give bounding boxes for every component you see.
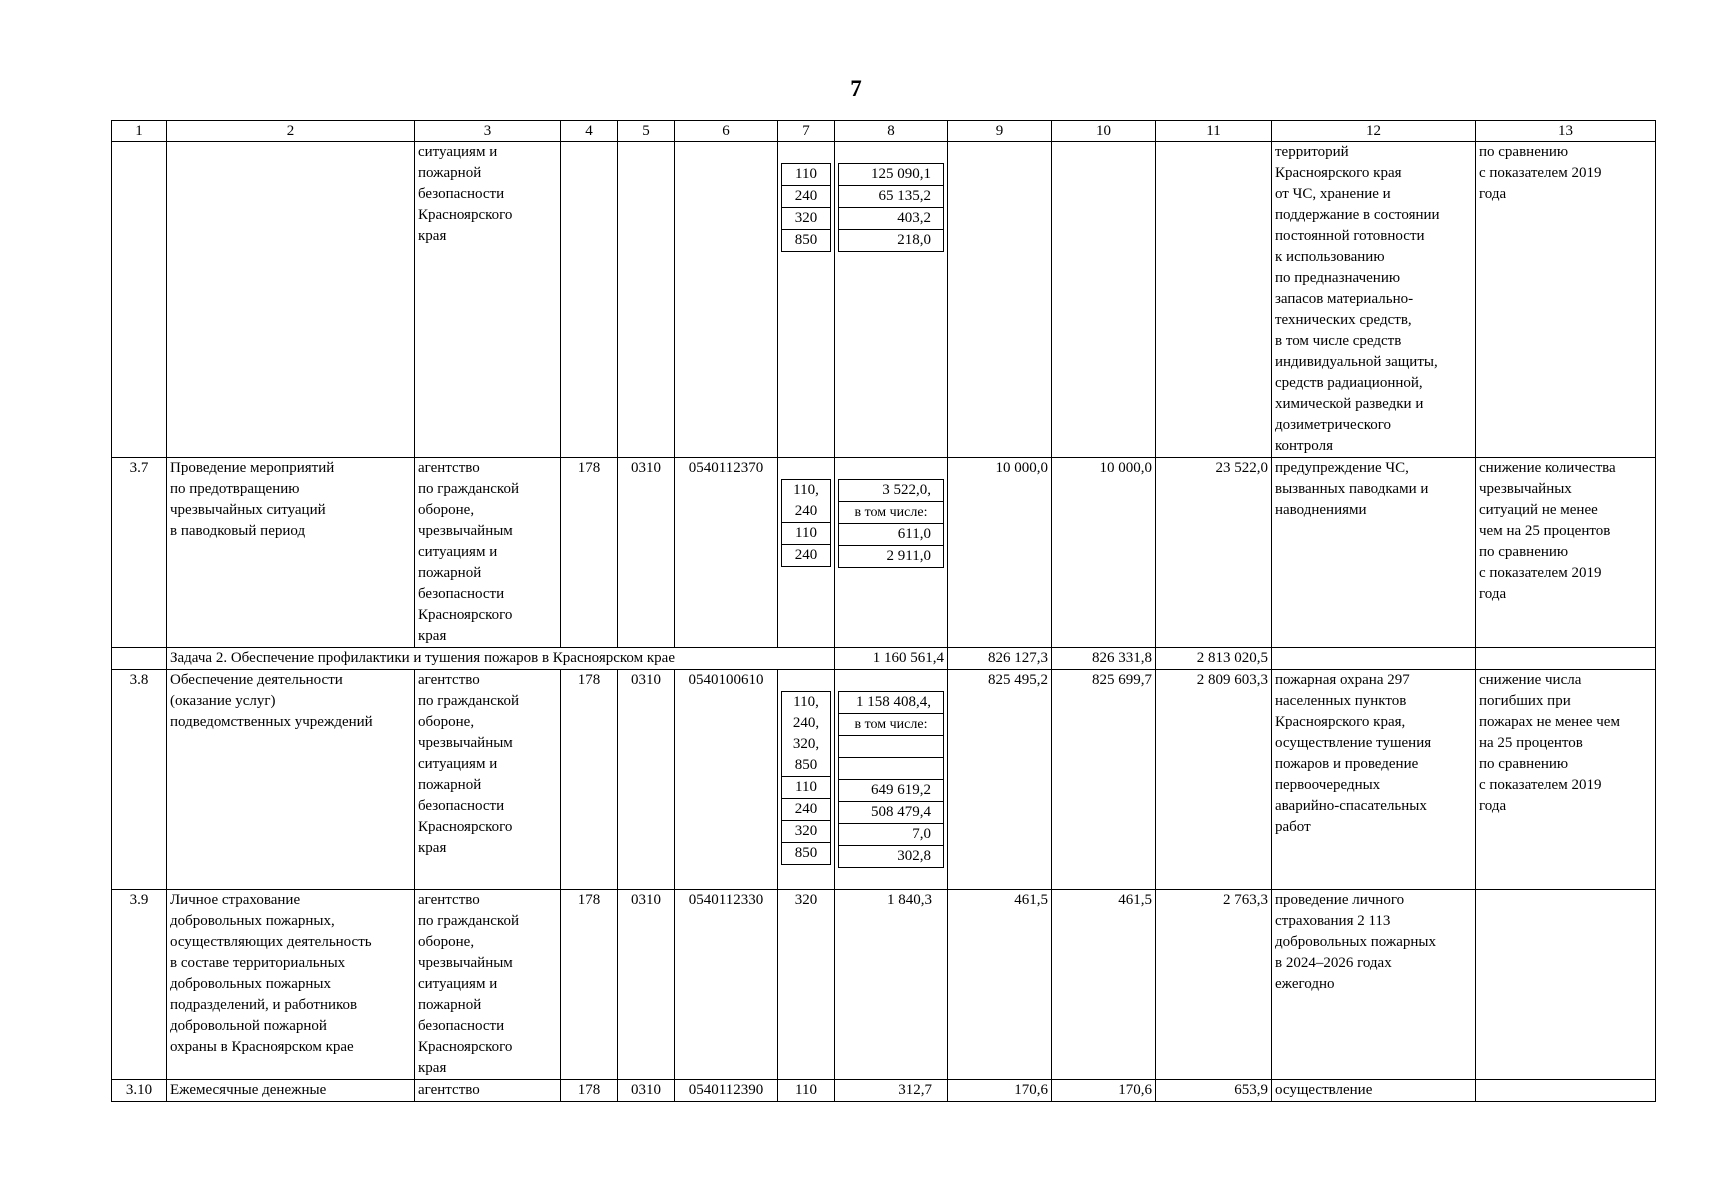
row-number: 3.10: [112, 1080, 167, 1102]
column-header: 4: [561, 121, 618, 142]
measure-name: Обеспечение деятельности (оказание услуг) подведомственных учреждений: [167, 670, 415, 890]
amount-2024: 1 840,3: [835, 890, 948, 1080]
amount: 403,2: [839, 208, 944, 230]
gRBS-code: 178: [561, 458, 618, 648]
amount-2025: 825 495,2: [948, 670, 1052, 890]
program-table: [111, 120, 1656, 1102]
task-row: [112, 648, 1656, 670]
target-code: 0540112370: [675, 458, 778, 648]
agency-cell: ситуациям и пожарной безопасности Красноярского края: [415, 142, 561, 458]
amount: 7,0: [839, 824, 944, 846]
expense-code: 110: [782, 777, 831, 799]
column-header: 7: [778, 121, 835, 142]
row-number: 3.8: [112, 670, 167, 890]
table-row: [112, 890, 1656, 1080]
target-code: 0540100610: [675, 670, 778, 890]
indicator-cell: [1476, 890, 1656, 1080]
amount-2026: 825 699,7: [1052, 670, 1156, 890]
result-cell: территорий Красноярского края от ЧС, хранение и поддержание в состоянии постоянной готовности к использованию по предназначению запасов материально- технических средств, в том числе средств индивидуальной защиты, средств радиационной, химической разведки и дозиметрического контроля: [1272, 142, 1476, 458]
amount: 508 479,4: [839, 802, 944, 824]
expense-code: 240: [782, 799, 831, 821]
column-header: 12: [1272, 121, 1476, 142]
amount-2025: 10 000,0: [948, 458, 1052, 648]
expense-code: 110, 240, 320, 850: [782, 692, 831, 777]
table-row: [112, 670, 1656, 890]
agency-cell: агентство по гражданской обороне, чрезвычайным ситуациям и пожарной безопасности Красноярского края: [415, 890, 561, 1080]
expense-code: 240: [782, 545, 831, 567]
section-code: 0310: [618, 670, 675, 890]
column-header: 8: [835, 121, 948, 142]
measure-name: Проведение мероприятий по предотвращению чрезвычайных ситуаций в паводковый период: [167, 458, 415, 648]
target-code: 0540112330: [675, 890, 778, 1080]
expense-code: 320: [782, 208, 831, 230]
agency-cell: агентство по гражданской обороне, чрезвычайным ситуациям и пожарной безопасности Красноярского края: [415, 670, 561, 890]
expense-code: 110: [778, 1080, 835, 1102]
amount: 649 619,2: [839, 780, 944, 802]
measure-name: Личное страхование добровольных пожарных, осуществляющих деятельность в составе территориальных добровольных пожарных подразделений, и работников добровольной пожарной охраны в Красноярском крае: [167, 890, 415, 1080]
including-label: в том числе:: [839, 714, 944, 736]
row-number: 3.7: [112, 458, 167, 648]
measure-name: Ежемесячные денежные: [167, 1080, 415, 1102]
column-header: 10: [1052, 121, 1156, 142]
agency-cell: агентство: [415, 1080, 561, 1102]
amount-total-period: 23 522,0: [1156, 458, 1272, 648]
column-header: 13: [1476, 121, 1656, 142]
expense-code: 110, 240: [782, 480, 831, 523]
section-code: 0310: [618, 1080, 675, 1102]
result-cell: осуществление: [1272, 1080, 1476, 1102]
column-number-row: [112, 121, 1656, 142]
amount: 611,0: [839, 524, 944, 546]
column-header: 9: [948, 121, 1052, 142]
table-row: [112, 1080, 1656, 1102]
table-row: [112, 458, 1656, 648]
agency-cell: агентство по гражданской обороне, чрезвычайным ситуациям и пожарной безопасности Красноярского края: [415, 458, 561, 648]
indicator-cell: [1476, 1080, 1656, 1102]
amount-total-period: 653,9: [1156, 1080, 1272, 1102]
amount: 218,0: [839, 230, 944, 252]
gRBS-code: 178: [561, 1080, 618, 1102]
table-row: [112, 142, 1656, 458]
expense-code: 850: [782, 230, 831, 252]
amount-total-period: 2 809 603,3: [1156, 670, 1272, 890]
amount: 826 331,8: [1052, 648, 1156, 670]
result-cell: предупреждение ЧС, вызванных паводками и наводнениями: [1272, 458, 1476, 648]
gRBS-code: 178: [561, 670, 618, 890]
gRBS-code: 178: [561, 890, 618, 1080]
amount: 2 911,0: [839, 546, 944, 568]
column-header: 5: [618, 121, 675, 142]
expense-code: 320: [778, 890, 835, 1080]
target-code: 0540112390: [675, 1080, 778, 1102]
amount-total: 1 158 408,4,: [839, 692, 944, 714]
amount: 302,8: [839, 846, 944, 868]
section-code: 0310: [618, 458, 675, 648]
column-header: 11: [1156, 121, 1272, 142]
amount-2024: 312,7: [835, 1080, 948, 1102]
amount-2026: 10 000,0: [1052, 458, 1156, 648]
section-code: 0310: [618, 890, 675, 1080]
expense-code: 110: [782, 164, 831, 186]
indicator-cell: по сравнению с показателем 2019 года: [1476, 142, 1656, 458]
column-header: 1: [112, 121, 167, 142]
column-header: 2: [167, 121, 415, 142]
amount: 125 090,1: [839, 164, 944, 186]
indicator-cell: снижение числа погибших при пожарах не менее чем на 25 процентов по сравнению с показателем 2019 года: [1476, 670, 1656, 890]
amount-2026: 170,6: [1052, 1080, 1156, 1102]
page-number: 7: [850, 76, 862, 101]
result-cell: пожарная охрана 297 населенных пунктов Красноярского края, осуществление тушения пожаров и проведение первоочередных аварийно-спасательных работ: [1272, 670, 1476, 890]
amount-total: 3 522,0,: [839, 480, 944, 502]
amount-total-period: 2 763,3: [1156, 890, 1272, 1080]
expense-code: 110: [782, 523, 831, 545]
row-number: 3.9: [112, 890, 167, 1080]
amount: 1 160 561,4: [835, 648, 948, 670]
column-header: 6: [675, 121, 778, 142]
task-label: Задача 2. Обеспечение профилактики и тушения пожаров в Красноярском крае: [167, 648, 835, 670]
amount: 826 127,3: [948, 648, 1052, 670]
expense-code: 320: [782, 821, 831, 843]
column-header: 3: [415, 121, 561, 142]
expense-code: 240: [782, 186, 831, 208]
indicator-cell: снижение количества чрезвычайных ситуаций не менее чем на 25 процентов по сравнению с показателем 2019 года: [1476, 458, 1656, 648]
amount-2025: 461,5: [948, 890, 1052, 1080]
amount: 2 813 020,5: [1156, 648, 1272, 670]
amount-2026: 461,5: [1052, 890, 1156, 1080]
including-label: в том числе:: [839, 502, 944, 524]
result-cell: проведение личного страхования 2 113 добровольных пожарных в 2024–2026 годах ежегодно: [1272, 890, 1476, 1080]
amount: 65 135,2: [839, 186, 944, 208]
expense-code: 850: [782, 843, 831, 865]
amount-2025: 170,6: [948, 1080, 1052, 1102]
